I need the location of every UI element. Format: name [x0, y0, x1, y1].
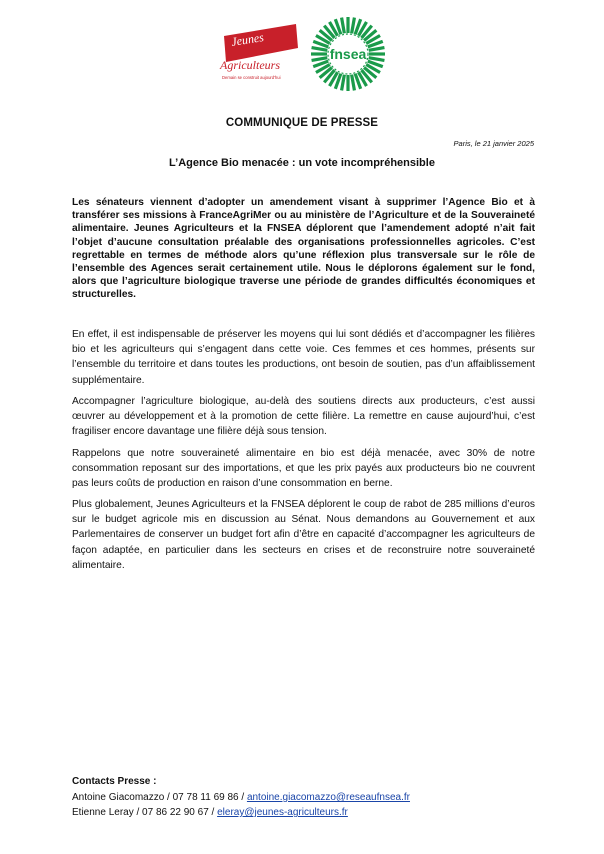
email-link[interactable]: eleray@jeunes-agriculteurs.fr	[217, 807, 348, 818]
contact-line-leray	[72, 807, 348, 818]
dateline: Paris, le 21 janvier 2025	[453, 139, 534, 148]
logo-ray	[369, 58, 385, 61]
logo-ray	[369, 48, 385, 51]
logo-ray	[352, 18, 355, 34]
body-paragraph-4: Plus globalement, Jeunes Agriculteurs et la FNSEA déplorent le coup de rabot de 285 millions d’euros sur le budget agricole mis en discussion au Sénat. Nous demandons au Gouvernement et aux Parlementaires de conserver un budget fort afin d’être en capacité d’accompagner les agriculteurs de façon adaptée, en particulier dans les secteurs en crises et de reconstruire notre souveraineté alimentaire.	[72, 499, 535, 571]
body-paragraph-3: Rappelons que notre souveraineté alimentaire en bio est déjà menacée, avec 30% de notre consommation reposant sur des importations, et que les prix payés aux producteurs bio ne couvrent pas leurs coûts de production en raison d’une consommation en berne.	[72, 448, 535, 490]
logo-ray	[352, 75, 355, 91]
contact-info: Etienne Leray / 07 86 22 90 67 /	[72, 807, 218, 818]
email-link[interactable]: antoine.giacomazzo@reseaufnsea.fr	[246, 792, 410, 803]
contact-line-giacomazzo	[72, 792, 410, 803]
svg-text:Agriculteurs: Agriculteurs	[220, 58, 280, 72]
lead-paragraph: Les sénateurs viennent d’adopter un amendement visant à supprimer l’Agence Bio et à transférer ses missions à FranceAgriMer ou au ministère de l’Agriculture et de la Souveraineté alimentaire. Jeunes Agriculteurs et la FNSEA déplorent que l’amendement adopté n’ait fait l’objet d’aucune consultation préalable des organisations professionnelles agricoles. C’est regrettable en termes de méthode alors qu’une réflexion plus transversale sur le rôle de l’ensemble des Agences serait certainement utile. Nous le déplorons également sur le fond, alors que l’agriculture biologique traverse une période de grandes difficultés économiques et structurelles.	[72, 197, 535, 301]
logo-ray	[312, 58, 328, 61]
body-paragraph-2: Accompagner l’agriculture biologique, au-delà des soutiens directs aux producteurs, c’est aussi œuvrer au développement et à la promotion de cette filière. La remettre en cause aujourd’hui, c’est fragiliser encore davantage une filière déjà sous tension.	[72, 396, 535, 438]
svg-text:Jeunes: Jeunes	[230, 30, 265, 49]
contacts-heading: Contacts Presse :	[72, 776, 157, 787]
logo-ray	[342, 75, 345, 91]
document-subtitle: L’Agence Bio menacée : un vote incompréhensible	[169, 157, 435, 169]
jeunes-agriculteurs-logo	[218, 22, 302, 84]
document-title: COMMUNIQUE DE PRESSE	[225, 117, 379, 129]
svg-text:Demain se construit aujourd'hu: Demain se construit aujourd'hui	[222, 75, 281, 80]
body-paragraph-1: En effet, il est indispensable de préserver les moyens qui lui sont dédiés et d’accompagner les filières bio et les agriculteurs qui s’engagent dans cette voie. Ces femmes et ces hommes, présents sur l’ensemble du territoire et dans toutes les productions, ont besoin de soutien, pas d’un affaiblissement supplémentaire.	[72, 329, 535, 386]
contact-info: Antoine Giacomazzo / 07 78 11 69 86 /	[72, 792, 247, 803]
fnsea-logo	[310, 16, 386, 92]
logo-ray	[312, 48, 328, 51]
logo-header	[0, 16, 604, 86]
logo-ray	[342, 18, 345, 34]
svg-text:fnsea: fnsea	[329, 46, 367, 62]
